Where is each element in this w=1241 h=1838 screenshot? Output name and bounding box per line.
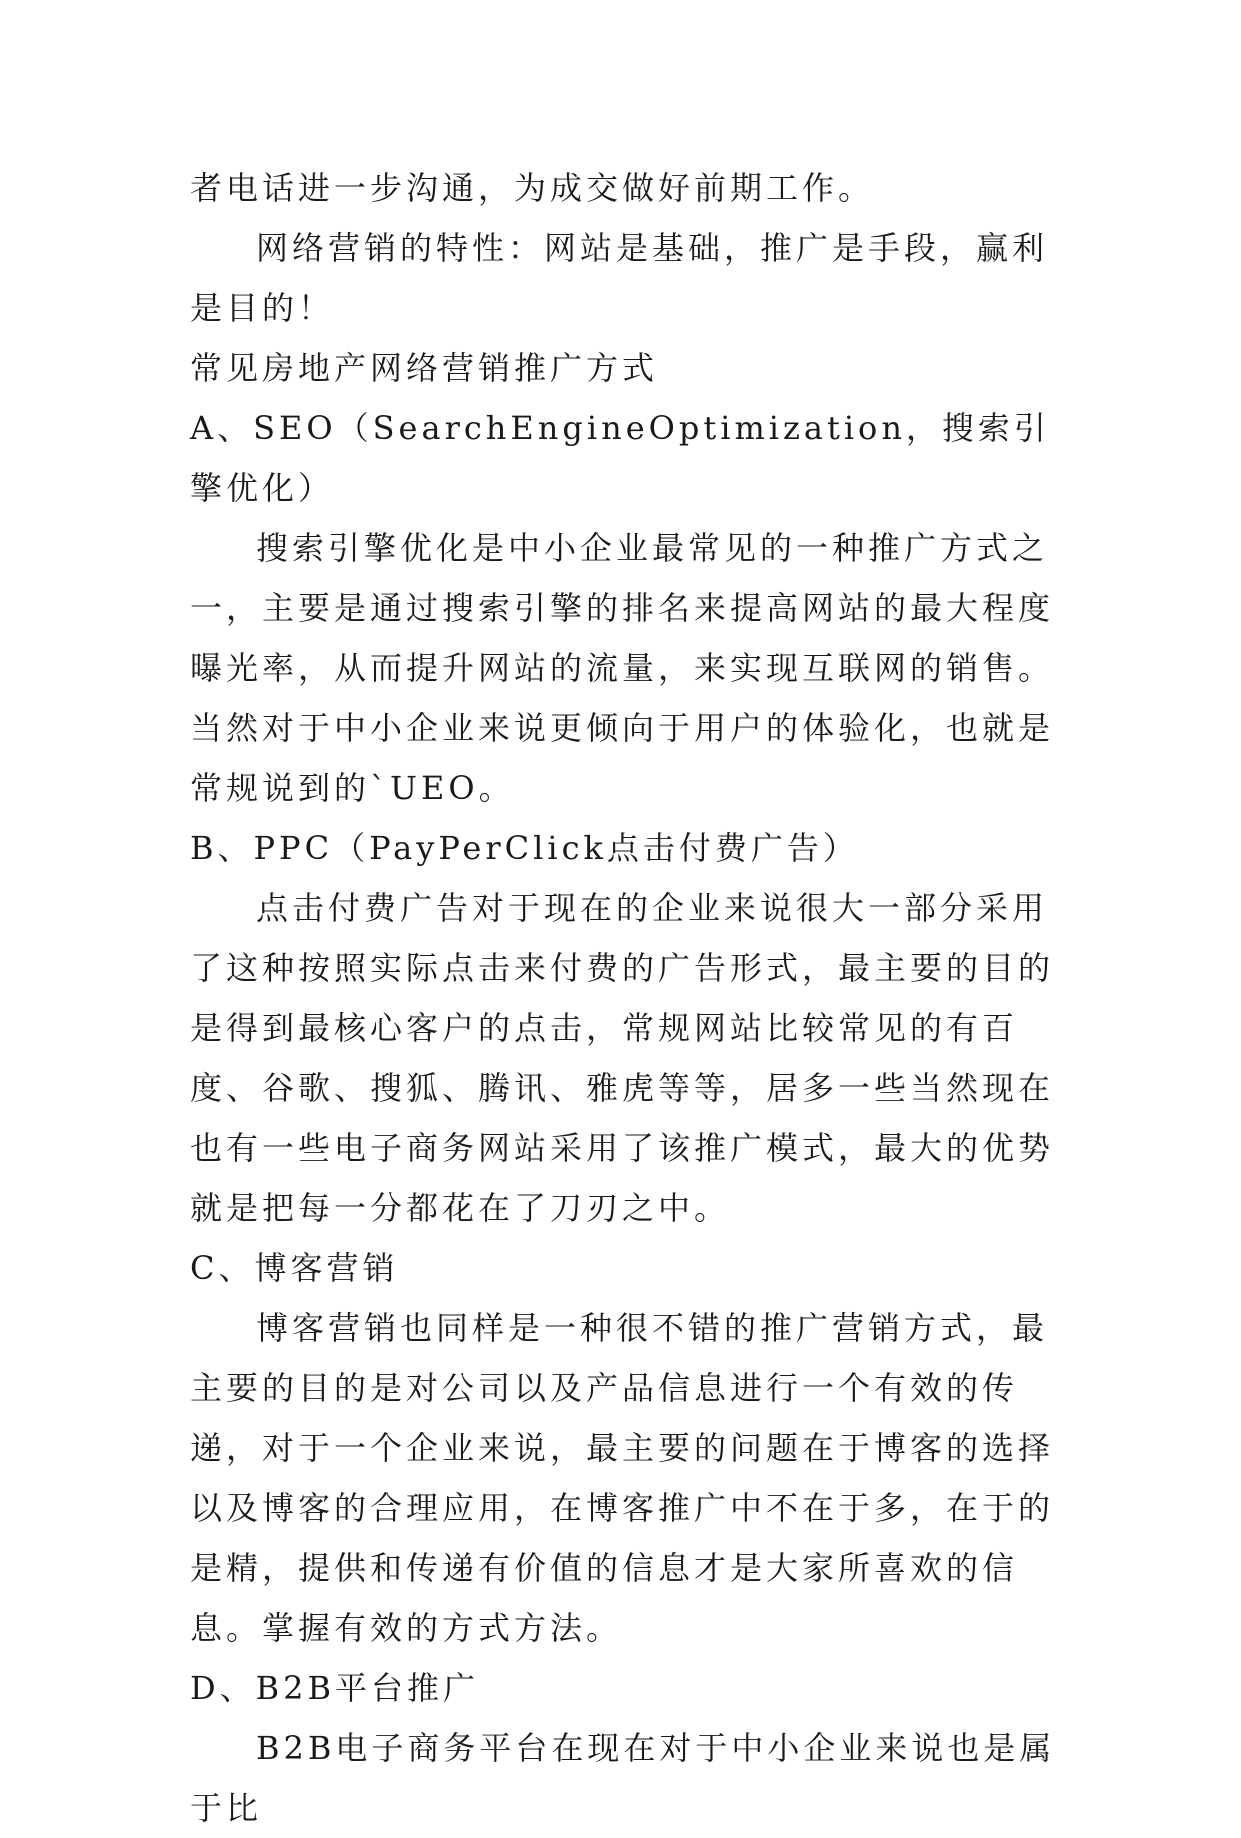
subheading-seo: A、SEO（SearchEngineOptimization，搜索引擎优化） [190,409,1050,507]
document-body [190,158,1070,1838]
paragraph-blog-marketing: 博客营销也同样是一种很不错的推广营销方式，最主要的目的是对公司以及产品信息进行一个有效的传递，对于一个企业来说，最主要的问题在于博客的选择以及博客的合理应用，在博客推广中不在于多，在于的是精，提供和传递有价值的信息才是大家所喜欢的信息。掌握有效的方式方法。 [190,1309,1055,1647]
paragraph-network-marketing-traits: 网络营销的特性：网站是基础，推广是手段，赢利是目的！ [190,229,1049,327]
paragraph-continuation: 者电话进一步沟通，为成交做好前期工作。 [190,169,875,207]
subheading-ppc: B、PPC（PayPerClick点击付费广告） [190,829,859,867]
section-title: 常见房地产网络营销推广方式 [190,349,659,387]
paragraph-seo: 搜索引擎优化是中小企业最常见的一种推广方式之一，主要是通过搜索引擎的排名来提高网站的最大程度曝光率，从而提升网站的流量，来实现互联网的销售。当然对于中小企业来说更倾向于用户的体验化，也就是常规说到的`UEO。 [190,529,1055,807]
subheading-blog-marketing: C、博客营销 [190,1249,399,1287]
paragraph-b2b: B2B电子商务平台在现在对于中小企业来说也是属于比 [190,1729,1056,1827]
paragraph-ppc: 点击付费广告对于现在的企业来说很大一部分采用了这种按照实际点击来付费的广告形式，最主要的目的是得到最核心客户的点击，常规网站比较常见的有百度、谷歌、搜狐、腾讯、雅虎等等，居多一些当然现在也有一些电子商务网站采用了该推广模式，最大的优势就是把每一分都花在了刀刃之中。 [190,889,1055,1227]
subheading-b2b: D、B2B平台推广 [190,1669,480,1707]
